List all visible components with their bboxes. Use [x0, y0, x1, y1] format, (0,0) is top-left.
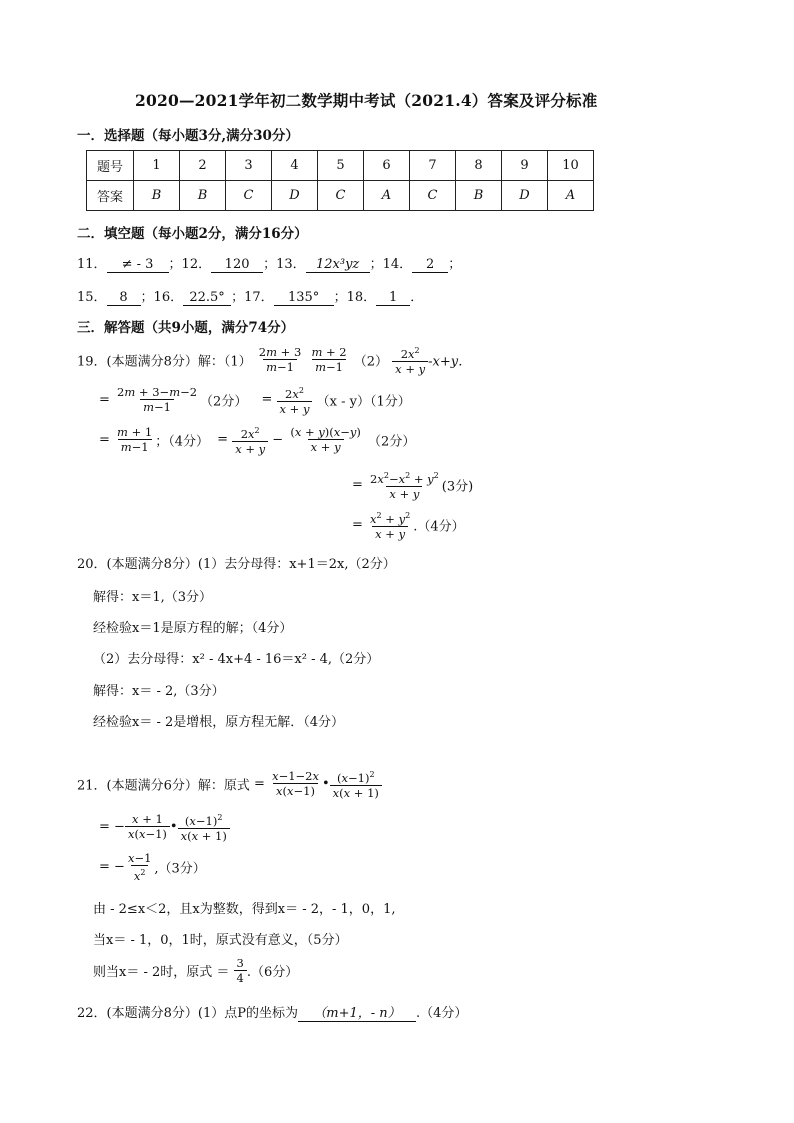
q21-line-6	[93, 956, 298, 985]
q19-line-2	[99, 384, 411, 416]
q21-heading: 21．(本题满分6分）解：原式	[77, 778, 255, 794]
equals-sign: =	[352, 517, 363, 533]
part-2-label: （2）	[353, 354, 389, 370]
fraction: $\frac{x^2 + y^2}{x + y}$	[370, 511, 411, 541]
fraction: $\frac{2x^2-x^2 + y^2}{x + y}$	[370, 471, 439, 501]
score: ,（3分）	[154, 861, 206, 877]
fraction: $\frac{m + 2}{m-1}$	[311, 345, 347, 375]
question-number: 15．	[77, 290, 107, 305]
score: .（4分）	[415, 1006, 468, 1021]
separator: ；12．	[168, 257, 212, 272]
q21-line-4: 由 - 2≤x＜2，且x为整数，得到x＝ - 2，- 1，0，1,	[93, 902, 396, 917]
question-number: 11．	[77, 257, 107, 272]
section-2-heading: 二．填空题（每小题2分，满分16分）	[77, 226, 308, 242]
q21-line-2: = − $\frac{x + 1}{x(x-1)}$ • $\frac{(x-1)^2}{x(x + 1)}$	[99, 811, 230, 843]
expression-tail: -x+y．	[428, 354, 472, 370]
q21-line-1: 21．(本题满分6分）解：原式 = $\frac{x-1-2x}{x(x-1)}$ • $\frac{(x-1)^2}{x(x + 1)}$	[77, 768, 382, 800]
answer-14: 2	[412, 258, 448, 273]
fraction: $\frac{2m + 3-m-2}{m-1}$	[117, 385, 198, 415]
table-cell: 7	[410, 151, 456, 181]
table-cell: A	[364, 181, 410, 211]
equals-sign: =	[99, 432, 110, 448]
q20-line-3: 经检验x＝1是原方程的解；（4分）	[93, 621, 293, 636]
answer-row	[87, 181, 594, 211]
q22-heading: 22．(本题满分8分）(1）点P的坐标为	[77, 1006, 298, 1021]
fraction: $\frac{m + 1}{m-1}$	[117, 425, 153, 455]
q21-line-5: 当x＝ - 1，0，1时，原式没有意义，（5分）	[93, 933, 348, 948]
q19-heading: 19．(本题满分8分）解：（1）	[77, 354, 252, 370]
table-cell: D	[272, 181, 318, 211]
fraction: $\frac{2m + 3}{m-1}$	[258, 345, 302, 375]
fraction: $\frac{2x^2}{x + y}$	[232, 424, 268, 456]
fill-blank-line-2	[77, 286, 423, 306]
fraction: $\frac{x-1-2x}{x(x-1)}$	[272, 769, 319, 799]
answer-18: 1	[376, 291, 410, 306]
answer-table	[86, 150, 594, 211]
row-header-answer: 答案	[87, 181, 134, 211]
question-number-row	[87, 151, 594, 181]
table-cell: 3	[226, 151, 272, 181]
separator: ；18．	[333, 290, 377, 305]
q22-line-1	[77, 1002, 467, 1022]
q20-line-6: 经检验x＝ - 2是增根，原方程无解．（4分）	[93, 715, 345, 730]
table-cell: 6	[364, 151, 410, 181]
table-cell: B	[456, 181, 502, 211]
separator: ．	[410, 290, 424, 305]
fraction: $\frac{x-1}{x^2}$	[127, 851, 152, 883]
fraction: $\frac{(x + y)(x-y)}{x + y}$	[290, 425, 361, 455]
fill-blank-line-1	[77, 253, 461, 273]
table-cell: 4	[272, 151, 318, 181]
score: （2分）	[200, 394, 248, 410]
table-cell: C	[318, 181, 364, 211]
q19-line-4	[352, 469, 473, 501]
answer-17: 135°	[274, 291, 334, 306]
table-cell: A	[548, 181, 594, 211]
fraction: $\frac{(x-1)^2}{x(x + 1)}$	[178, 811, 230, 843]
page-title: 2020—2021学年初二数学期中考试（2021.4）答案及评分标准	[135, 91, 598, 110]
q20-line-5: 解得：x＝ - 2,（3分）	[93, 684, 225, 699]
table-cell: 8	[456, 151, 502, 181]
section-1-heading: 一．选择题（每小题3分,满分30分）	[77, 128, 299, 144]
answer-13: 12x³yz	[306, 258, 370, 273]
q20-line-1: 20．(本题满分8分）(1）去分母得：x+1＝2x,（2分）	[77, 557, 396, 572]
answer-11: ≠ - 3	[107, 258, 169, 273]
table-cell: D	[502, 181, 548, 211]
table-cell: B	[134, 181, 180, 211]
q19-line-1	[77, 344, 471, 376]
q19-line-5	[352, 509, 465, 541]
table-cell: 2	[180, 151, 226, 181]
section-3-heading: 三．解答题（共9小题，满分74分）	[77, 320, 295, 336]
equals-sign: =	[352, 477, 363, 493]
equals-sign: =	[261, 392, 273, 408]
fraction: $\frac{2x^2}{x + y}$	[392, 344, 428, 376]
score: (3分)	[441, 479, 474, 495]
score: .（6分）	[246, 965, 299, 980]
separator: ；16．	[140, 290, 184, 305]
equals-sign: =	[254, 776, 265, 792]
table-cell: 5	[318, 151, 364, 181]
separator: ；17．	[231, 290, 274, 305]
answer-12: 120	[211, 258, 263, 273]
score: （x - y）（1分）	[316, 394, 411, 410]
table-cell: C	[226, 181, 272, 211]
score: ；（4分）	[155, 434, 209, 450]
score: （2分）	[368, 434, 416, 450]
table-cell: 1	[134, 151, 180, 181]
answer-16: 22.5°	[183, 291, 231, 306]
score: .（4分）	[413, 519, 465, 535]
q19-line-3: = $\frac{m + 1}{m-1}$ ；（4分） = $\frac{2x^2}{x + y}$ − $\frac{(x + y)(x-y)}{x + y}$ （2分）	[99, 425, 416, 456]
q21-conclusion: 则当x＝ - 2时，原式 ＝	[93, 965, 234, 980]
equals-sign: =	[99, 819, 110, 835]
table-cell: 10	[548, 151, 594, 181]
table-cell: C	[410, 181, 456, 211]
separator: ；	[448, 257, 462, 272]
equals-sign: =	[217, 432, 229, 448]
fraction: $\frac{2x^2}{x + y}$	[277, 384, 313, 416]
separator: ；13．	[263, 257, 306, 272]
q20-line-4: （2）去分母得：x² - 4x+4 - 16＝x² - 4,（2分）	[93, 652, 380, 667]
fraction: $\frac{(x-1)^2}{x(x + 1)}$	[330, 768, 382, 800]
q20-line-2: 解得：x＝1,（3分）	[93, 590, 213, 605]
q21-line-3: = − $\frac{x-1}{x^2}$ ,（3分）	[99, 851, 206, 883]
table-cell: B	[180, 181, 226, 211]
table-cell: 9	[502, 151, 548, 181]
answer-blank: （m+1，- n）	[298, 1007, 416, 1022]
row-header-question: 题号	[87, 151, 134, 181]
equals-sign: =	[99, 392, 110, 408]
fraction: $\frac{x + 1}{x(x-1)}$	[125, 812, 170, 841]
answer-15: 8	[107, 291, 141, 306]
equals-sign: =	[99, 859, 110, 875]
fraction: $\frac{3}{4}$	[234, 956, 247, 985]
separator: ；14．	[369, 257, 413, 272]
